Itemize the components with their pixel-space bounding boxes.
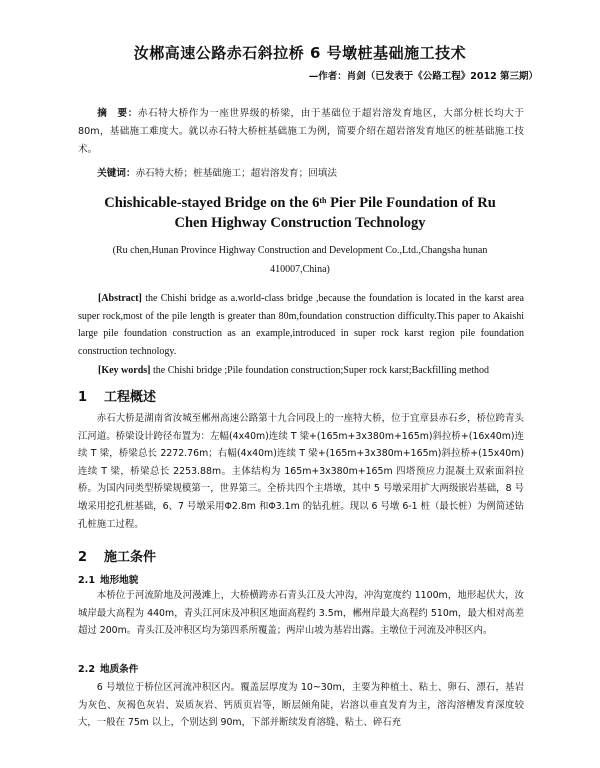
keywords-cn-text: 赤石特大桥；桩基础施工；超岩溶发育；回填法 [135,168,338,179]
affiliation-line2: 410007,China) [270,264,330,275]
subsection-2-1-paragraph: 本桥位于河流阶地及河漫滩上，大桥横跨赤石青头江及大冲沟，冲沟宽度约 1100m，地形起伏大，汝城岸最大高程为 440m，青头江河床及冲积区地面高程约 3.5m，郴州岸最大高程约 510m，最大相对高差超过 200m。青头江及冲积区均为第四系所覆盖；两岸山坡为基岩出露。主墩位于河流及冲积区内。 [78,590,524,637]
keywords-en-text: the Chishi bridge ;Pile foundation construction;Super rock karst;Backfilling method [150,365,490,376]
subsection-2-1-number: 2.1 [78,575,95,586]
title-en-part2: Pier Pile Foundation of Ru Chen Highway Construction Technology [174,195,496,231]
keywords-cn-label: 关键词： [97,168,136,179]
section-1-title: 工程概述 [104,390,157,405]
title-en-sup: th [319,196,327,205]
subsection-2-2-number: 2.2 [78,664,95,675]
abstract-cn [78,105,524,159]
subsection-2-2-title: 地质条件 [100,664,139,675]
keywords-en-label: [Key words] [98,365,151,376]
abstract-en [78,290,524,360]
subsection-2-2-paragraph: 6 号墩位于桥位区河流冲积区内。覆盖层厚度为 10~30m，主要为种植土、粘土、卵石、漂石，基岩为灰色、灰褐色灰岩、炭质灰岩、钙质页岩等，断层倾角陡，岩溶以垂直发育为主，溶沟溶槽发育深度较大，一般在 75m 以上，个别达到 90m，下部并断续发育溶缝、粘土、碎石充 [78,682,524,729]
affiliation [100,241,500,279]
author-byline: —作者：肖剑（已发表于《公路工程》2012 第三期） [308,71,538,82]
section-1-paragraph: 赤石大桥是湖南省汝城至郴州高速公路第十九合同段上的一座特大桥，位于宜章县赤石乡，桥位跨青头江河道。桥梁设计跨径布置为：左幅(4x40m)连续 T 梁+(165m+3x380m+165m)斜拉桥+(16x40m)连续 T 梁，桥梁总长 2272.76m；右幅(4x40m)连续 T 梁+(165m+3x380m+165m)斜拉桥+(15x40m)连续 T 梁，桥梁总长 2253.88m。主体结构为 165m+3x380m+165m 四塔预应力混凝土双索面斜拉桥。为国内同类型桥梁规模第一，世界第三。全桥共四个主塔墩，其中 5 号墩采用扩大两级嵌岩基础，8 号墩采用挖孔桩基础，6、7 号墩采用Φ2.8m 和Φ3.1m 的钻孔桩。现以 6 号墩 6-1 桩（最长桩）为例简述钻孔桩施工过程。 [78,413,524,530]
subsection-2-1-title: 地形地貌 [100,575,139,586]
section-1-heading [78,386,156,405]
subsection-2-1-heading [78,572,138,586]
section-2-title: 施工条件 [104,550,157,565]
section-1-number: 1 [78,390,88,405]
keywords-en [78,362,524,379]
section-2-heading [78,546,156,565]
abstract-cn-text: 赤石特大桥作为一座世界级的桥梁，由于基础位于超岩溶发育地区，大部分桩长均大于 80m，基础施工难度大。就以赤石特大桥桩基础施工为例，简要介绍在超岩溶发育地区的桩基础施工技术。 [78,108,525,155]
paper-title-en [90,193,510,233]
section-2-number: 2 [78,550,88,565]
keywords-cn [78,165,524,183]
title-en-part1: Chishicable-stayed Bridge on the 6 [104,195,320,211]
abstract-en-label: [Abstract] [98,293,142,304]
subsection-2-2-heading [78,661,138,675]
abstract-cn-label: 摘 要： [97,108,138,119]
paper-title-cn: 汝郴高速公路赤石斜拉桥 6 号墩桩基础施工技术 [133,44,467,62]
abstract-en-text: the Chishi bridge as a.world-class bridge ,because the foundation is located in the karst area super rock,most of the pile length is greater than 80m,foundation construction difficulty.This paper to Akaishi large pile foundation construction as an example,introduced in super rock karst region pile foundation construction technology. [78,293,524,357]
affiliation-line1: (Ru chen,Hunan Province Highway Construction and Development Co.,Ltd.,Changsha hunan [112,245,488,256]
